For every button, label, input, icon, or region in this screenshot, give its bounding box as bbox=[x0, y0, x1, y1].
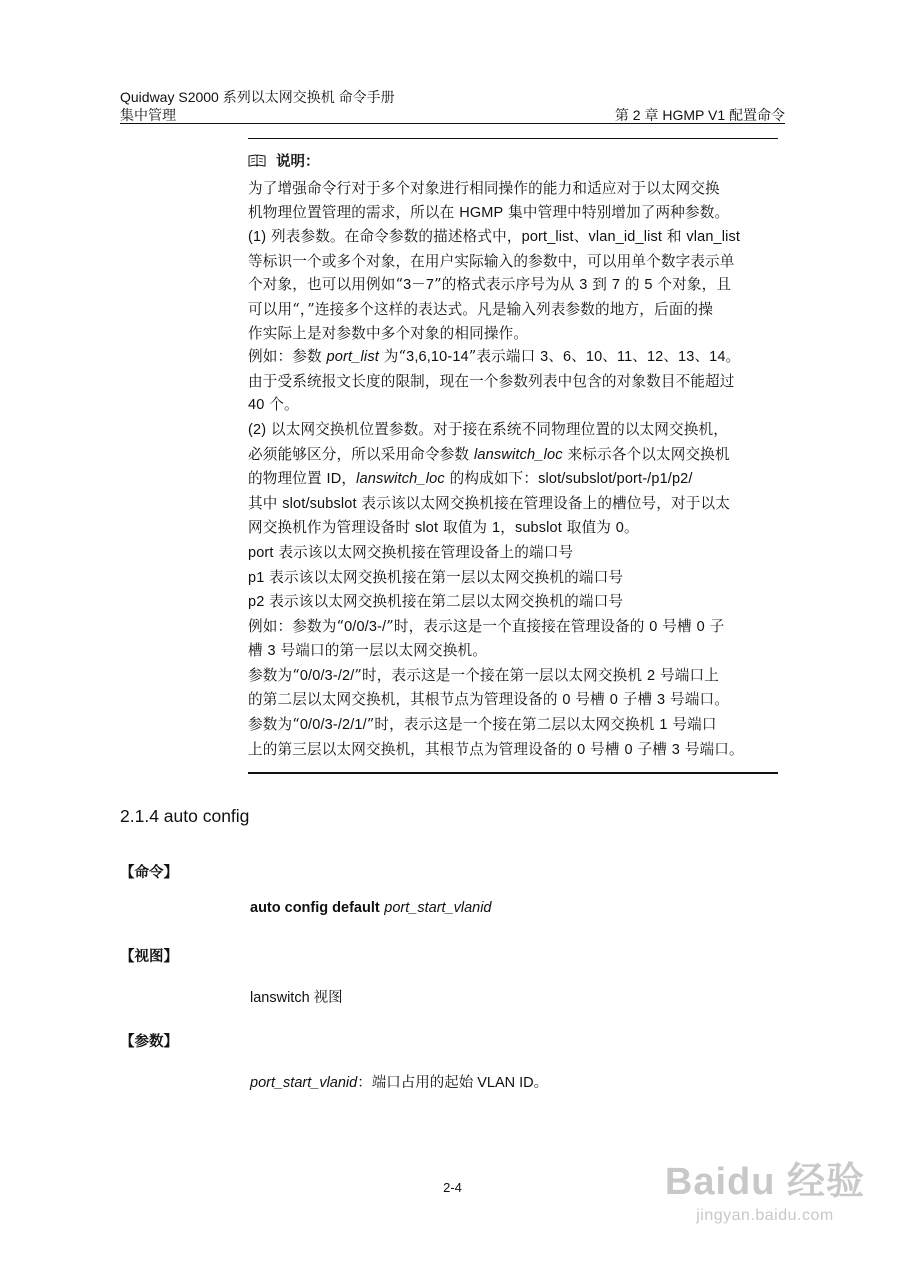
note-text-segment: 上的第三层以太网交换机，其根节点为管理设备的 bbox=[248, 740, 578, 758]
note-text-segment: 的物理位置 bbox=[248, 470, 327, 488]
note-text-segment: 例如：参数为“ bbox=[248, 617, 345, 635]
note-text-segment: 3 bbox=[267, 643, 276, 660]
note-text-segment: 必须能够区分，所以采用命令参数 bbox=[248, 445, 474, 463]
note-text-segment: ， bbox=[341, 470, 357, 488]
note-text-segment: 集中管理中特别增加了两种参数。 bbox=[503, 203, 730, 221]
note-text-segment: slot/subslot bbox=[282, 495, 357, 512]
note-line bbox=[248, 201, 778, 226]
note-text-segment: 网交换机作为管理设备时 bbox=[248, 519, 415, 537]
note-text-segment: 0/0/3-/2/ bbox=[299, 667, 355, 684]
note-line bbox=[248, 639, 778, 664]
note-line bbox=[248, 590, 778, 615]
command-label: 【命令】 bbox=[120, 864, 178, 881]
note-text-segment: 1 bbox=[491, 520, 501, 537]
note-text-segment: (1) bbox=[248, 229, 267, 246]
note-text-segment: 表示该以太网交换机接在第二层以太网交换机的端口号 bbox=[264, 593, 624, 611]
note-text-segment: lanswitch_loc bbox=[356, 471, 445, 488]
note-line bbox=[248, 322, 778, 346]
note-text-segment: 参数为“ bbox=[248, 666, 300, 684]
watermark-brand-text: Baidu 经验 bbox=[664, 1161, 865, 1203]
baidu-watermark bbox=[665, 1150, 865, 1225]
note-line bbox=[248, 541, 778, 566]
note-text-segment: 号端口。 bbox=[665, 691, 729, 709]
note-text-segment: 的第二层以太网交换机，其根节点为管理设备的 bbox=[248, 691, 563, 709]
note-text-segment: 表示该以太网交换机接在管理设备上的槽位号，对于以太 bbox=[356, 494, 731, 512]
note-text-segment: 40 bbox=[248, 397, 265, 414]
note-text-segment: port bbox=[248, 544, 274, 561]
note-text-segment: ”时，表示这是一个接在第一层以太网交换机 bbox=[354, 666, 647, 684]
note-text-segment: ”时，表示这是一个接在第二层以太网交换机 bbox=[366, 716, 660, 734]
note-text-segment: (2) bbox=[248, 421, 267, 438]
note-line bbox=[248, 516, 778, 541]
note-text-segment: 例如：参数 bbox=[248, 348, 327, 366]
note-text-segment: 3、6、10、11、12、13、14 bbox=[540, 349, 726, 366]
note-text-segment: 0 bbox=[696, 618, 705, 635]
view-label: 【视图】 bbox=[120, 948, 178, 965]
note-text-segment: p2 bbox=[248, 594, 265, 611]
watermark-brand bbox=[665, 1150, 865, 1205]
note-text-segment: port_list bbox=[521, 229, 574, 246]
param-name: port_start_vlanid bbox=[250, 1075, 358, 1091]
note-line bbox=[248, 393, 778, 418]
note-text-segment: 0 bbox=[615, 520, 624, 537]
note-line bbox=[248, 615, 778, 640]
note-text-segment: p1 bbox=[248, 569, 265, 586]
params-label: 【参数】 bbox=[120, 1033, 178, 1050]
note-text-segment: 槽 bbox=[248, 642, 268, 660]
note-text-segment: 来标示各个以太网交换机 bbox=[562, 445, 730, 463]
note-text-segment: 列表参数。在命令参数的描述格式中， bbox=[266, 228, 522, 246]
header-rule bbox=[120, 123, 785, 124]
note-header bbox=[248, 150, 778, 171]
note-text-segment: HGMP bbox=[459, 204, 504, 221]
note-line bbox=[248, 225, 778, 250]
note-text-segment: 号槽 bbox=[585, 740, 625, 758]
note-text-segment: 0/0/3-/ bbox=[344, 618, 387, 635]
note-text-segment: 和 bbox=[662, 228, 687, 246]
note-line bbox=[248, 345, 778, 370]
note-body bbox=[248, 177, 778, 762]
note-line bbox=[248, 298, 778, 322]
note-line bbox=[248, 664, 778, 689]
note-text-segment: vlan_id_list bbox=[588, 229, 663, 246]
note-text-segment: 5 bbox=[644, 277, 653, 294]
note-text-segment: 号端口的第一层以太网交换机。 bbox=[275, 642, 487, 660]
note-line bbox=[248, 443, 778, 468]
note-text-segment: ”表示端口 bbox=[468, 348, 541, 366]
note-line bbox=[248, 177, 778, 201]
note-text-segment: 个。 bbox=[264, 396, 299, 414]
note-text-segment: 0 bbox=[649, 618, 658, 635]
note-text-segment: 子槽 bbox=[632, 740, 672, 758]
page-number: 2-4 bbox=[443, 1180, 462, 1195]
note-text-segment: 表示该以太网交换机接在管理设备上的端口号 bbox=[273, 543, 574, 561]
command-syntax bbox=[250, 900, 492, 916]
param-desc: ：端口占用的起始 VLAN ID。 bbox=[357, 1075, 549, 1091]
note-text-segment: 取值为 bbox=[438, 519, 492, 537]
note-text-segment: port_list bbox=[326, 349, 379, 366]
note-text-segment: ”时，表示这是一个直接接在管理设备的 bbox=[386, 617, 650, 635]
watermark-url: jingyan.baidu.com bbox=[696, 1207, 834, 1224]
note-text-segment: 号端口上 bbox=[655, 666, 719, 684]
note-text-segment: 作实际上是对参数中多个对象的相同操作。 bbox=[248, 324, 529, 342]
note-text-segment: vlan_list bbox=[686, 229, 741, 246]
note-text-segment: 由于受系统报文长度的限制，现在一个参数列表中包含的对象数目不能超过 bbox=[248, 372, 735, 390]
note-text-segment: 个对象，且 bbox=[652, 276, 732, 294]
note-text-segment: lanswitch_loc bbox=[473, 446, 563, 463]
header-chapter: 第 2 章 HGMP V1 配置命令 bbox=[614, 107, 785, 123]
note-title: 说明： bbox=[276, 153, 320, 170]
note-text-segment: 参数为“ bbox=[248, 716, 300, 734]
param-entry bbox=[250, 1071, 548, 1092]
note-line bbox=[248, 566, 778, 591]
note-text-segment: 其中 bbox=[248, 494, 283, 512]
view-text: lanswitch 视图 bbox=[250, 990, 343, 1006]
note-text-segment: 2 bbox=[646, 667, 656, 684]
note-text-segment: 等标识一个或多个对象，在用户实际输入的参数中，可以用单个数字表示单 bbox=[248, 252, 735, 270]
note-line bbox=[248, 492, 778, 517]
note-text-segment: 0 bbox=[609, 692, 618, 709]
note-text-segment: 0 bbox=[577, 741, 586, 758]
note-text-segment: 表示该以太网交换机接在第一层以太网交换机的端口号 bbox=[264, 568, 624, 586]
note-text-segment: 号端口 bbox=[667, 716, 717, 734]
note-text-segment: 的 bbox=[620, 276, 645, 294]
header-bar bbox=[120, 105, 785, 125]
note-text-segment: 3,6,10-14 bbox=[406, 349, 469, 366]
note-line bbox=[248, 713, 778, 738]
note-text-segment: 1 bbox=[659, 717, 668, 734]
note-text-segment: 机物理位置管理的需求，所以在 bbox=[248, 203, 460, 221]
note-text-segment: 到 bbox=[587, 276, 612, 294]
note-text-segment: 为了增强命令行对于多个对象进行相同操作的能力和适应对于以太网交换 bbox=[248, 180, 720, 197]
note-text-segment: 7 bbox=[611, 277, 621, 294]
header-section: 集中管理 bbox=[120, 107, 176, 123]
note-text-segment: 0 bbox=[624, 741, 633, 758]
note-line bbox=[248, 370, 778, 394]
note-text-segment: ”的格式表示序号为从 bbox=[434, 276, 580, 294]
note-text-segment: 号端口。 bbox=[679, 740, 744, 758]
note-text-segment: 子槽 bbox=[617, 691, 658, 709]
header-book-title: Quidway S2000 系列以太网交换机 命令手册 bbox=[120, 89, 395, 105]
note-line bbox=[248, 688, 778, 713]
book-icon bbox=[248, 154, 266, 168]
note-box bbox=[248, 140, 778, 774]
note-text-segment: 取值为 bbox=[561, 519, 616, 537]
note-text-segment: 号槽 bbox=[657, 617, 697, 635]
note-text-segment: ， bbox=[500, 519, 515, 537]
note-text-segment: 0 bbox=[562, 692, 571, 709]
note-text-segment: 子 bbox=[704, 617, 725, 635]
note-text-segment: 、 bbox=[573, 228, 589, 246]
note-text-segment: 3 bbox=[671, 741, 680, 758]
note-text-segment: ID bbox=[326, 471, 342, 488]
note-text-segment: 为“ bbox=[378, 348, 407, 366]
note-text-segment: 3 bbox=[657, 692, 666, 709]
note-line bbox=[248, 273, 778, 298]
note-text-segment: 号槽 bbox=[570, 691, 610, 709]
note-text-segment: 以太网交换机位置参数。对于接在系统不同物理位置的以太网交换机， bbox=[266, 420, 729, 438]
note-line bbox=[248, 250, 778, 274]
note-top-rule bbox=[248, 138, 778, 139]
note-text-segment: slot bbox=[414, 520, 439, 537]
note-text-segment: subslot bbox=[514, 520, 562, 537]
note-text-segment: 个对象，也可以用例如“ bbox=[248, 276, 404, 294]
note-text-segment: 3 bbox=[579, 277, 588, 294]
note-text-segment: 。 bbox=[623, 519, 639, 537]
section-title: 2.1.4 auto config bbox=[120, 806, 250, 826]
note-line bbox=[248, 738, 778, 763]
note-text-segment: 3－7 bbox=[403, 277, 435, 294]
note-line bbox=[248, 467, 778, 492]
note-line bbox=[248, 418, 778, 443]
command-param: port_start_vlanid bbox=[384, 900, 492, 916]
note-text-segment: slot/subslot/port-/p1/p2/ bbox=[538, 471, 693, 488]
note-text-segment: 0/0/3-/2/1/ bbox=[299, 717, 367, 734]
note-text-segment: 。 bbox=[725, 348, 741, 366]
command-keywords: auto config default bbox=[250, 900, 380, 916]
note-text-segment: 可以用“，”连接多个这样的表达式。凡是输入列表参数的地方，后面的操 bbox=[248, 300, 713, 318]
note-text-segment: 的构成如下： bbox=[444, 470, 539, 488]
